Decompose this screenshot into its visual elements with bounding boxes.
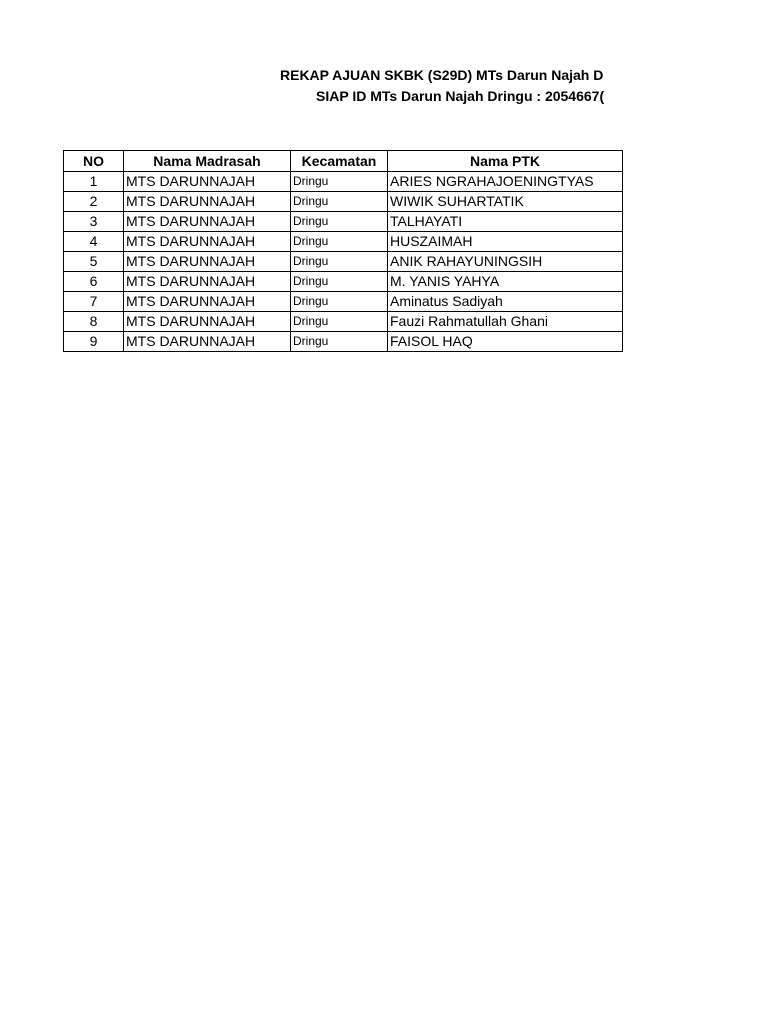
cell-kecamatan: Dringu <box>291 212 388 232</box>
cell-no: 1 <box>64 172 124 192</box>
cell-nama-madrasah: MTS DARUNNAJAH <box>124 312 291 332</box>
document-title: REKAP AJUAN SKBK (S29D) MTs Darun Najah D <box>280 67 604 83</box>
cell-no: 5 <box>64 252 124 272</box>
cell-nama-madrasah: MTS DARUNNAJAH <box>124 192 291 212</box>
column-header-nama-madrasah: Nama Madrasah <box>124 151 291 172</box>
table-row <box>64 332 623 352</box>
cell-nama-madrasah: MTS DARUNNAJAH <box>124 252 291 272</box>
cell-nama-ptk: M. YANIS YAHYA <box>388 272 623 292</box>
cell-nama-madrasah: MTS DARUNNAJAH <box>124 232 291 252</box>
cell-nama-madrasah: MTS DARUNNAJAH <box>124 212 291 232</box>
cell-no: 2 <box>64 192 124 212</box>
cell-nama-madrasah: MTS DARUNNAJAH <box>124 272 291 292</box>
table-row <box>64 312 623 332</box>
cell-nama-ptk: ANIK RAHAYUNINGSIH <box>388 252 623 272</box>
cell-nama-ptk: Fauzi Rahmatullah Ghani <box>388 312 623 332</box>
cell-no: 4 <box>64 232 124 252</box>
table-row <box>64 212 623 232</box>
cell-kecamatan: Dringu <box>291 272 388 292</box>
cell-kecamatan: Dringu <box>291 312 388 332</box>
cell-nama-ptk: Aminatus Sadiyah <box>388 292 623 312</box>
cell-kecamatan: Dringu <box>291 332 388 352</box>
table-row <box>64 172 623 192</box>
table-row <box>64 292 623 312</box>
document-subtitle: SIAP ID MTs Darun Najah Dringu : 2054667( <box>316 88 605 104</box>
table-row <box>64 192 623 212</box>
cell-kecamatan: Dringu <box>291 232 388 252</box>
cell-kecamatan: Dringu <box>291 172 388 192</box>
cell-nama-ptk: WIWIK SUHARTATIK <box>388 192 623 212</box>
cell-no: 3 <box>64 212 124 232</box>
document-header <box>0 66 632 106</box>
table-row <box>64 252 623 272</box>
table-row <box>64 272 623 292</box>
table-header-row <box>64 151 623 172</box>
cell-kecamatan: Dringu <box>291 252 388 272</box>
cell-no: 9 <box>64 332 124 352</box>
cell-no: 8 <box>64 312 124 332</box>
cell-no: 6 <box>64 272 124 292</box>
cell-no: 7 <box>64 292 124 312</box>
column-header-kecamatan: Kecamatan <box>291 151 388 172</box>
cell-kecamatan: Dringu <box>291 192 388 212</box>
cell-nama-ptk: HUSZAIMAH <box>388 232 623 252</box>
table-row <box>64 232 623 252</box>
cell-nama-madrasah: MTS DARUNNAJAH <box>124 172 291 192</box>
cell-nama-ptk: ARIES NGRAHAJOENINGTYAS <box>388 172 623 192</box>
cell-nama-ptk: FAISOL HAQ <box>388 332 623 352</box>
cell-nama-madrasah: MTS DARUNNAJAH <box>124 332 291 352</box>
rekap-table <box>63 150 623 352</box>
cell-nama-ptk: TALHAYATI <box>388 212 623 232</box>
column-header-no: NO <box>64 151 124 172</box>
cell-nama-madrasah: MTS DARUNNAJAH <box>124 292 291 312</box>
cell-kecamatan: Dringu <box>291 292 388 312</box>
column-header-nama-ptk: Nama PTK <box>388 151 623 172</box>
